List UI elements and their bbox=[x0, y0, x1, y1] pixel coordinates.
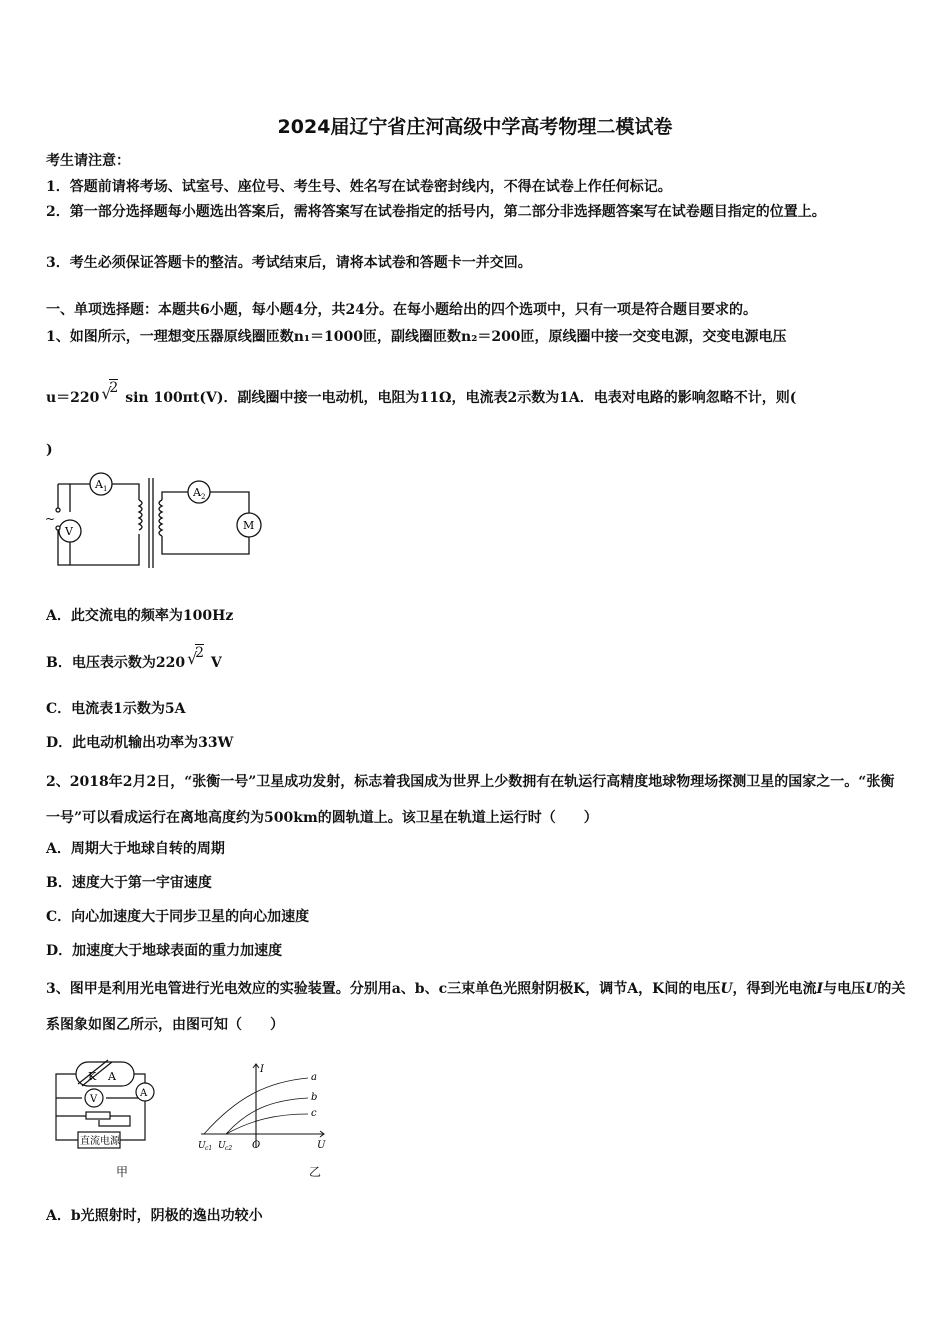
cutoff-voltage-1-subscript: c1 bbox=[205, 1145, 213, 1152]
ammeter-2-subscript: 2 bbox=[201, 493, 206, 501]
q2-stem: 2、2018年2月2日，“张衡一号”卫星成功发射，标志着我国成为世界上少数拥有在轨运行高精度地球物理场探测卫星的国家之一。“张衡一号”可以看成运行在离地高度约为500km的圆轨道上。该卫星在轨道上运行时（ ） bbox=[46, 774, 895, 826]
notice-item-2: 2．第一部分选择题每小题选出答案后，需将答案写在试卷指定的括号内，第二部分非选择题答案写在试卷题目指定的位置上。 bbox=[46, 204, 826, 220]
curve-c-label: c bbox=[311, 1108, 317, 1119]
figure-yi-caption: 乙 bbox=[309, 1165, 322, 1179]
dc-supply-label: 直流电源 bbox=[80, 1136, 120, 1147]
cutoff-voltage-2-label: U bbox=[218, 1141, 226, 1151]
q2-option-c: C．向心加速度大于同步卫星的向心加速度 bbox=[46, 909, 310, 925]
motor-label: M bbox=[243, 519, 255, 532]
q3-stem-symbol-i: I bbox=[816, 981, 824, 997]
q1-option-b bbox=[46, 645, 222, 673]
curve-a-label: a bbox=[311, 1072, 317, 1083]
page-title: 2024届辽宁省庄河高级中学高考物理二模试卷 bbox=[277, 116, 673, 138]
sqrt-argument: 2 bbox=[195, 645, 204, 661]
q1-voltage-suffix: sin 100πt(V)．副线圈中接一电动机，电阻为11Ω，电流表2示数为1A．电表对电路的影响忽略不计，则( bbox=[125, 390, 797, 406]
curve-b-label: b bbox=[311, 1092, 318, 1103]
q1-option-b-unit: V bbox=[210, 655, 222, 671]
q1-stem-line1: 1、如图所示，一理想变压器原线圈匝数n₁＝1000匝，副线圈匝数n₂＝200匝，原线圈中接一交变电源，交变电源电压 bbox=[46, 329, 787, 345]
ammeter-2-label: A bbox=[193, 486, 201, 499]
figure-jia-caption: 甲 bbox=[116, 1165, 129, 1179]
ammeter-1-label: A bbox=[95, 478, 103, 491]
q2-option-d: D．加速度大于地球表面的重力加速度 bbox=[46, 943, 283, 959]
notice-item-3: 3．考生必须保证答题卡的整洁。考试结束后，请将本试卷和答题卡一并交回。 bbox=[46, 255, 532, 271]
transformer-circuit-diagram bbox=[44, 470, 269, 570]
ac-source-icon: ~ bbox=[45, 512, 56, 526]
cutoff-voltage-2-subscript: c2 bbox=[225, 1145, 233, 1152]
current-voltage-graph bbox=[196, 1058, 336, 1158]
q2-option-b: B．速度大于第一宇宙速度 bbox=[46, 875, 212, 891]
section-heading: 一、单项选择题：本题共6小题，每小题4分，共24分。在每小题给出的四个选项中，只有一项是符合题目要求的。 bbox=[46, 302, 757, 318]
cathode-label: K bbox=[88, 1070, 97, 1083]
anode-label: A bbox=[108, 1070, 116, 1083]
q3-stem-symbol-u: U bbox=[865, 981, 878, 997]
q1-stem-line3: ) bbox=[46, 442, 53, 458]
graph-origin-label: O bbox=[252, 1140, 261, 1151]
q3-option-a: A．b光照射时，阴极的逸出功较小 bbox=[46, 1208, 263, 1224]
q3-stem-part: 的关系图象如图乙所示，由图可知（ ） bbox=[46, 981, 906, 1033]
q1-voltage-prefix: u＝220 bbox=[46, 390, 100, 406]
q1-stem-line2 bbox=[46, 380, 797, 408]
ammeter-label: A bbox=[140, 1088, 148, 1099]
graph-y-axis-label: I bbox=[260, 1064, 264, 1075]
graph-x-axis-label: U bbox=[317, 1140, 326, 1151]
q1-option-d: D．此电动机输出功率为33W bbox=[46, 735, 234, 751]
sqrt-symbol: √ 2 bbox=[101, 380, 119, 403]
q3-stem-part: 3、图甲是利用光电管进行光电效应的实验装置。分别用a、b、c三束单色光照射阴极K，调节A，K间的电压 bbox=[46, 981, 721, 997]
sqrt-argument: 2 bbox=[109, 380, 119, 396]
q1-option-c: C．电流表1示数为5A bbox=[46, 701, 186, 717]
ammeter-1-subscript: 1 bbox=[103, 485, 108, 493]
q2-option-a: A．周期大于地球自转的周期 bbox=[46, 841, 225, 857]
q3-stem bbox=[46, 971, 908, 1043]
voltmeter-label: V bbox=[90, 1094, 98, 1105]
q3-stem-part: ，得到光电流 bbox=[732, 981, 817, 997]
q1-option-b-text: B．电压表示数为220 bbox=[46, 655, 186, 671]
photoelectric-apparatus-diagram bbox=[50, 1058, 165, 1153]
q1-option-a: A．此交流电的频率为100Hz bbox=[46, 608, 234, 624]
notice-item-1: 1．答题前请将考场、试室号、座位号、考生号、姓名写在试卷密封线内，不得在试卷上作任何标记。 bbox=[46, 179, 672, 195]
notice-heading: 考生请注意： bbox=[46, 153, 130, 169]
voltmeter-label: V bbox=[65, 525, 73, 538]
cutoff-voltage-1-label: U bbox=[198, 1141, 206, 1151]
sqrt-symbol: √ 2 bbox=[187, 645, 204, 668]
q3-stem-part: 与电压 bbox=[823, 981, 866, 997]
q3-stem-symbol-u: U bbox=[720, 981, 733, 997]
